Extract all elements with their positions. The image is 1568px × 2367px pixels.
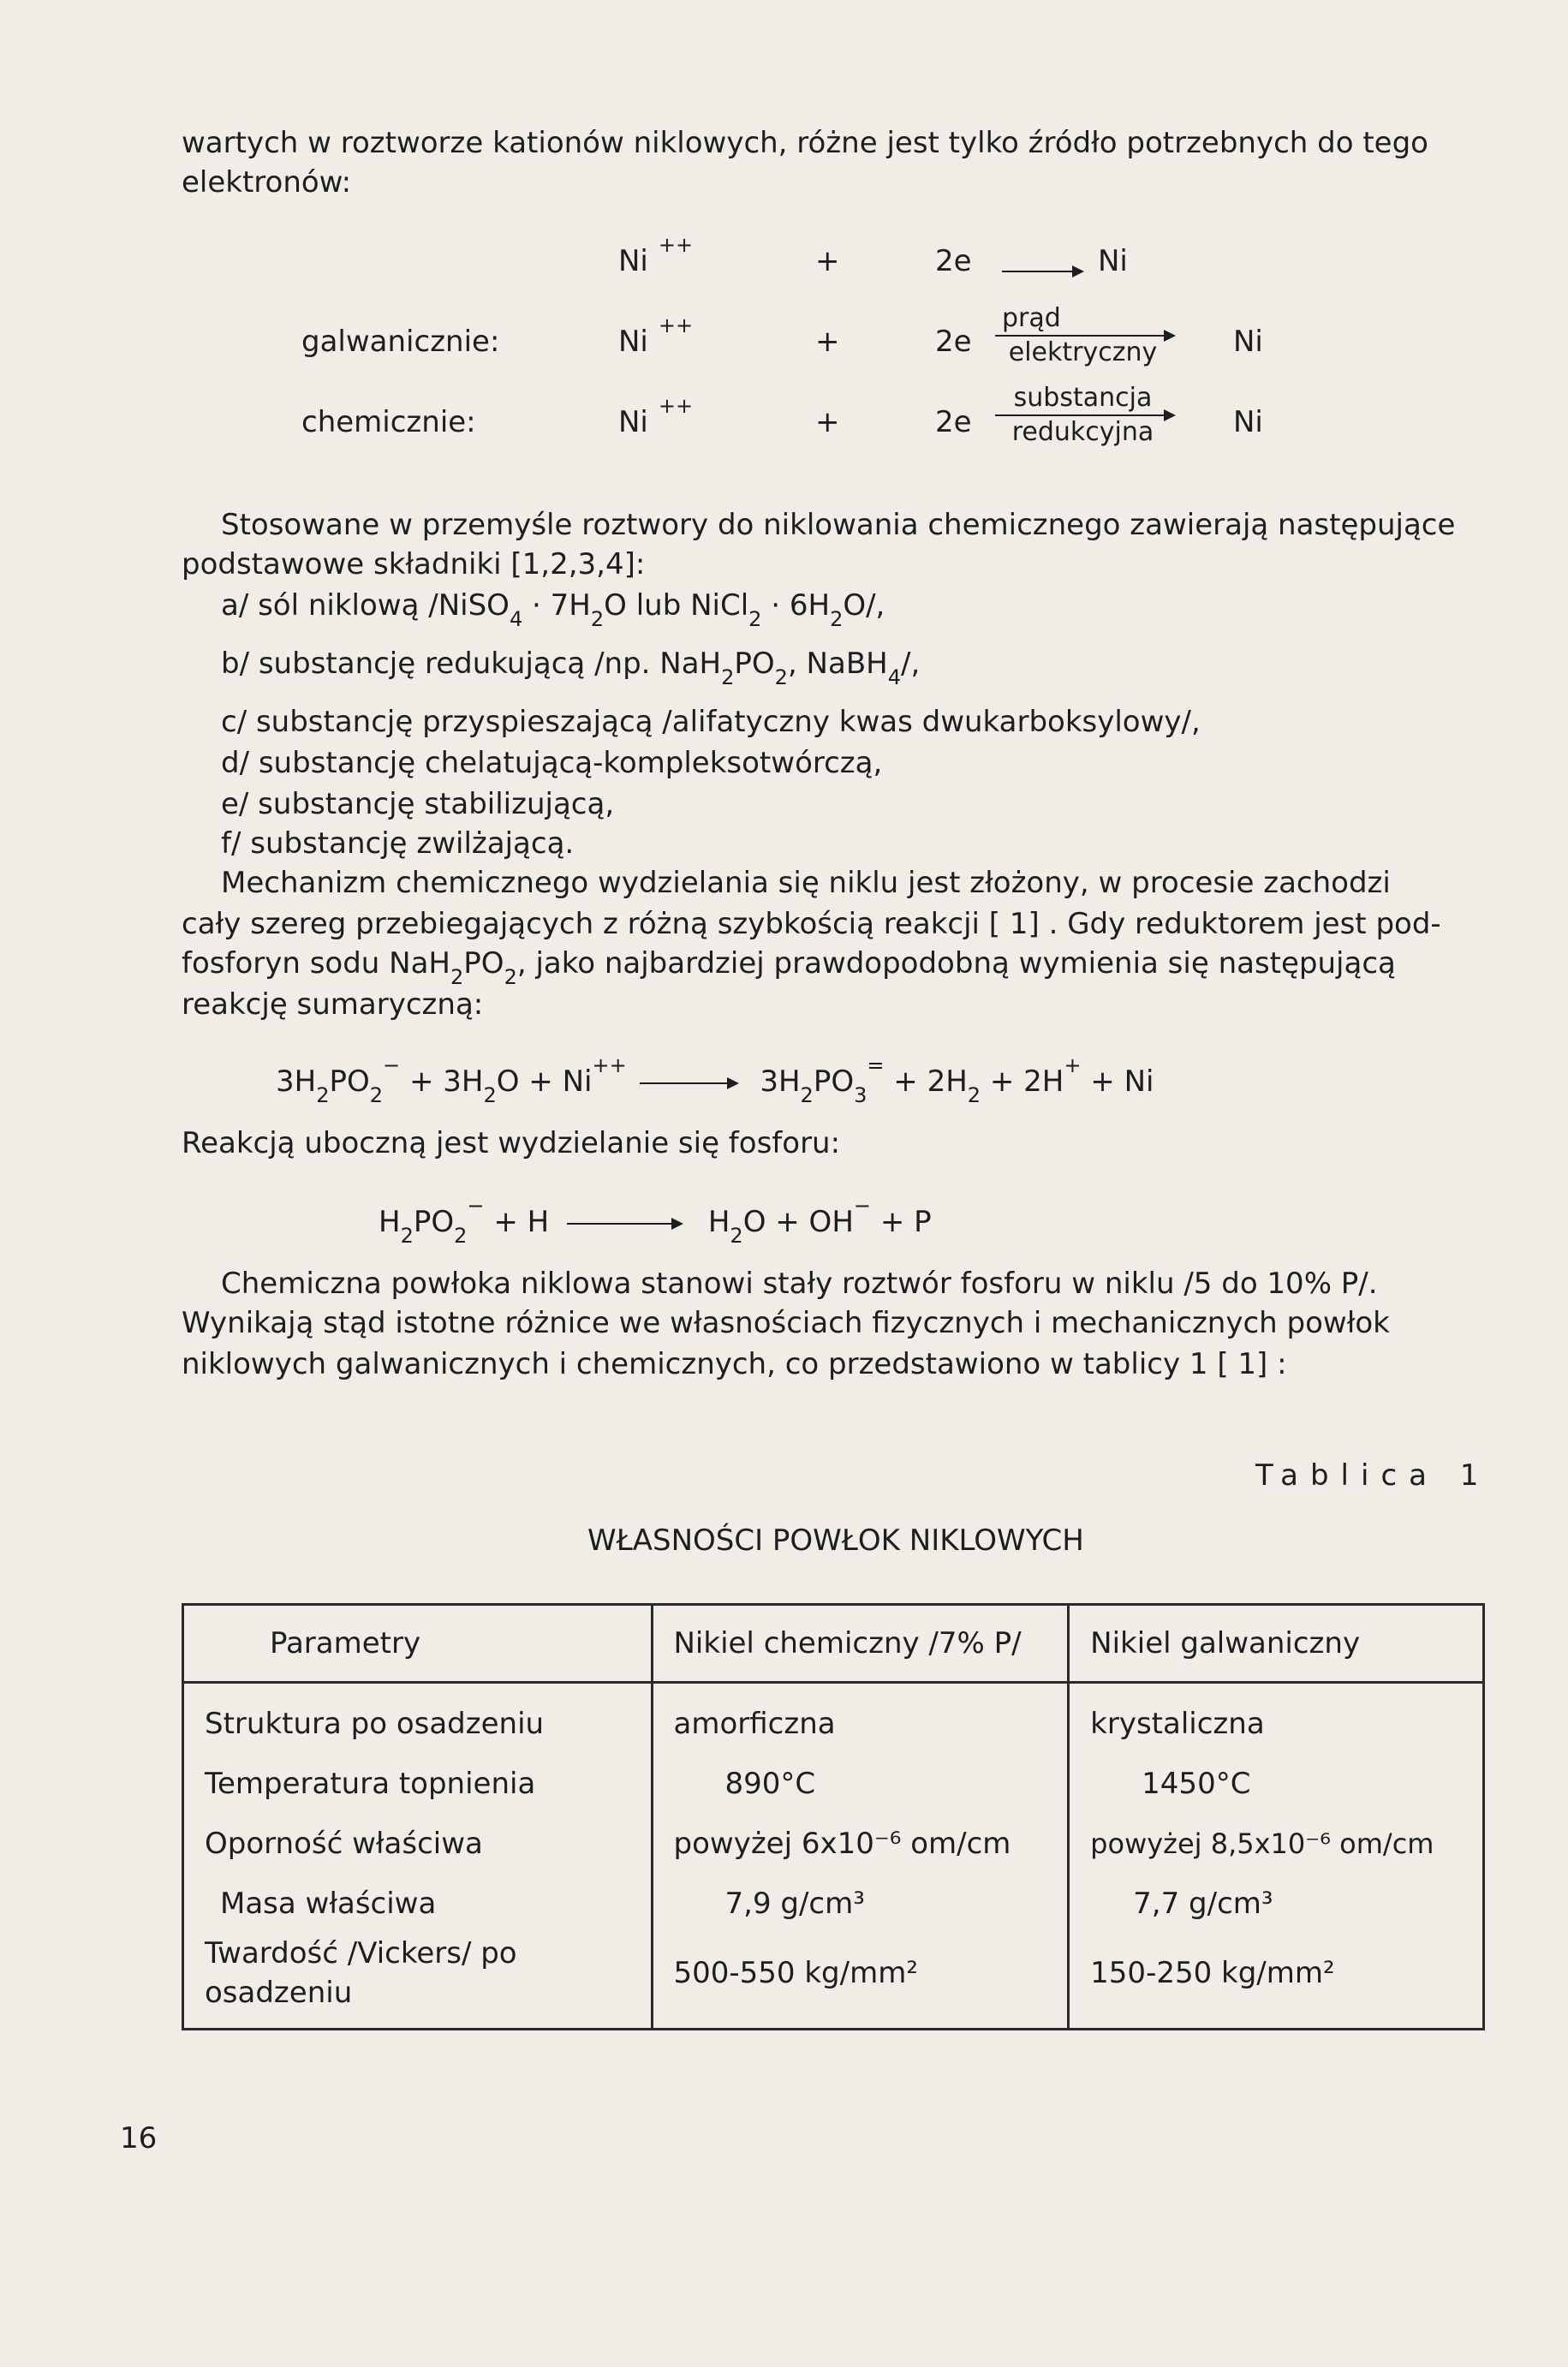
table-body (183, 1683, 1484, 2030)
chemical-arrow (995, 384, 1171, 447)
plus-sign: + (815, 244, 840, 278)
table-cell: amorficzna (673, 1707, 836, 1741)
table-cell: 1450°C (1142, 1767, 1251, 1801)
table-header-row (183, 1605, 1484, 1683)
para1-line-1: Stosowane w przemyśle roztwory do niklowania chemicznego zawierają następujące (221, 508, 1456, 542)
table-cell: krystaliczna (1090, 1707, 1265, 1741)
electrons: 2e (935, 405, 972, 439)
intro-line-2: elektronów: (182, 165, 352, 200)
ni-metal: Ni (1233, 325, 1263, 359)
table-header: Parametry (183, 1605, 653, 1683)
para3-line-2: Wynikają stąd istotne różnice we własnościach fizycznych i mechanicznych powłok (182, 1306, 1390, 1340)
arrow (1002, 262, 1079, 278)
para1-line-2: podstawowe składniki [1,2,3,4]: (182, 547, 646, 581)
list-item-b: b/ substancję redukującą /np. $NaH_2PO_2$, NaBH$_4$/, (221, 647, 921, 689)
table-header: Nikiel galwaniczny (1069, 1605, 1484, 1683)
para2-line-4: reakcję sumaryczną: (182, 987, 484, 1022)
arrow (640, 1082, 734, 1084)
label-galvanic: galwanicznie: (301, 325, 500, 359)
parameters-column (183, 1683, 653, 2030)
chemical-nickel-column (652, 1683, 1069, 2030)
ni-metal: Ni (1098, 244, 1128, 278)
ni-metal: Ni (1233, 405, 1263, 439)
para2-line-3: fosforyn sodu $NaH_2PO_2$, jako najbardziej prawdopodobną wymienia się następującą (182, 946, 1396, 989)
table-cell: Twardość /Vickers/ po osadzeniu (205, 1936, 517, 2010)
para3-line-1: Chemiczna powłoka niklowa stanowi stały roztwór fosforu w niklu /5 do 10% P/. (221, 1267, 1378, 1301)
list-item-c: c/ substancję przyspieszającą /alifatyczny kwas dwukarboksylowy/, (221, 705, 1201, 739)
table-header: Nikiel chemiczny /7% P/ (652, 1605, 1069, 1683)
side-reaction-text: Reakcją uboczną jest wydzielanie się fosforu: (182, 1126, 841, 1160)
table-cell: Masa właściwa (220, 1887, 437, 1921)
table-cell: Temperatura topnienia (205, 1767, 536, 1801)
list-item-f: f/ substancję zwilżającą. (221, 826, 575, 861)
intro-line-1: wartych w roztworze kationów niklowych, różne jest tylko źródło potrzebnych do tego (182, 126, 1428, 160)
plus-sign: + (815, 325, 840, 359)
properties-table (182, 1603, 1485, 2030)
ni-ion: Ni ++ (618, 233, 694, 278)
list-item-d: d/ substancję chelatującą-kompleksotwórczą, (221, 746, 883, 780)
table-cell: Oporność właściwa (205, 1827, 483, 1861)
ni-ion: Ni ++ (618, 394, 694, 439)
table-cell: Struktura po osadzeniu (205, 1707, 545, 1741)
ni-ion: Ni ++ (618, 313, 694, 359)
para2-line-2: cały szereg przebiegających z różną szybkością reakcji [ 1] . Gdy reduktorem jest pod- (182, 907, 1441, 941)
para3-line-3: niklowych galwanicznych i chemicznych, co przedstawiono w tablicy 1 [ 1] : (182, 1347, 1287, 1381)
table-cell: powyżej 8,5x10⁻⁶ om/cm (1090, 1827, 1434, 1860)
arrow (567, 1223, 678, 1225)
para2-line-1: Mechanizm chemicznego wydzielania się niklu jest złożony, w procesie zachodzi (221, 866, 1391, 900)
list-item-e: e/ substancję stabilizującą, (221, 787, 615, 821)
table-cell: 7,9 g/cm³ (724, 1887, 865, 1921)
list-item-a: a/ sól niklową /NiSO$_4$ · $7H_2O$ lub NiCl$_2$ · $6H_2O/$, (221, 588, 885, 631)
main-reaction-equation: $3H_2PO_2^- + 3H_2O + Ni^{++}$ $3H_2PO_3^= + 2H_2 + 2H^+ + Ni$ (276, 1053, 1154, 1107)
table-title: WŁASNOŚCI POWŁOK NIKLOWYCH (587, 1523, 1084, 1558)
table-cell: 150-250 kg/mm² (1090, 1956, 1335, 1990)
galvanic-nickel-column (1069, 1683, 1484, 2030)
arrow-label-bottom: elektryczny (1008, 337, 1158, 367)
table-cell: 890°C (724, 1767, 816, 1801)
table-cell: 7,7 g/cm³ (1133, 1887, 1273, 1921)
label-chemical: chemicznie: (301, 405, 476, 439)
side-reaction-equation: $H_2PO_2^- + H$ $H_2O + OH^- + P$ (379, 1194, 932, 1248)
page-number: 16 (120, 2121, 158, 2155)
electrons: 2e (935, 244, 972, 278)
table-cell: powyżej 6x10⁻⁶ om/cm (673, 1827, 1011, 1861)
table-caption: Tablica 1 (1255, 1458, 1491, 1493)
plus-sign: + (815, 405, 840, 439)
arrow-label-top: prąd (1002, 303, 1061, 333)
arrow-label-bottom: redukcyjna (1011, 417, 1154, 447)
table-cell: 500-550 kg/mm² (673, 1956, 918, 1990)
electrons: 2e (935, 325, 972, 359)
arrow-label-top: substancja (1013, 383, 1153, 413)
galvanic-arrow (995, 304, 1171, 367)
